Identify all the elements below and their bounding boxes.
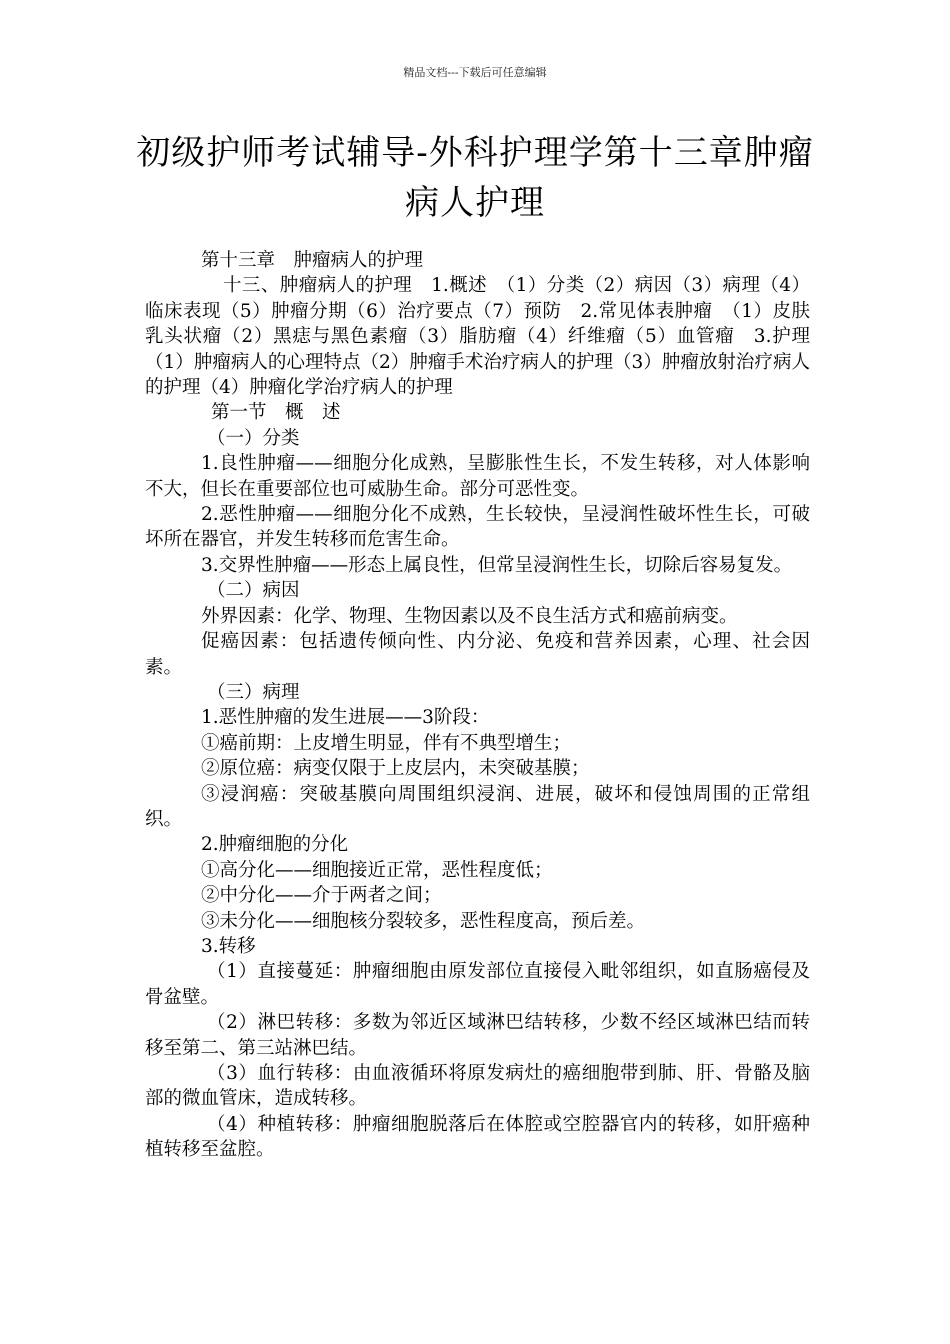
list-item: （2）淋巴转移：多数为邻近区域淋巴结转移，少数不经区域淋巴结而转移至第二、第三站淋巴结。 [145, 1012, 810, 1059]
paragraph: 3.转移 [201, 935, 256, 957]
document-title: 初级护师考试辅导-外科护理学第十三章肿瘤病人护理 [136, 133, 814, 223]
list-item: （1）直接蔓延：肿瘤细胞由原发部位直接侵入毗邻组织，如直肠癌侵及骨盆壁。 [145, 961, 810, 1008]
list-item: ③浸润癌：突破基膜向周围组织浸润、进展，破坏和侵蚀周围的正常组织。 [145, 783, 810, 830]
subsection-heading: （三）病理 [207, 681, 300, 703]
paragraph: 促癌因素：包括遗传倾向性、内分泌、免疫和营养因素，心理、社会因素。 [145, 631, 810, 678]
subsection-heading: （二）病因 [207, 580, 300, 602]
subsection-heading: （一）分类 [207, 427, 300, 449]
document-body [145, 248, 829, 1163]
chapter-heading: 第十三章 肿瘤病人的护理 [201, 250, 424, 271]
section-heading: 第一节 概 述 [211, 402, 341, 424]
list-item: ③未分化——细胞核分裂较多，恶性程度高，预后差。 [201, 910, 646, 932]
header-note: 精品文档---下载后可任意编辑 [403, 66, 547, 79]
paragraph: 3.交界性肿瘤——形态上属良性，但常呈浸润性生长，切除后容易复发。 [201, 554, 793, 576]
paragraph: 2.肿瘤细胞的分化 [201, 834, 349, 856]
list-item: ②中分化——介于两者之间； [201, 885, 442, 907]
paragraph: 1.恶性肿瘤的发生进展——3阶段： [201, 707, 490, 729]
list-item: （4）种植转移：肿瘤细胞脱落后在体腔或空腔器官内的转移，如肝癌种植转移至盆腔。 [145, 1113, 810, 1161]
list-item: ①癌前期：上皮增生明显，伴有不典型增生； [201, 732, 572, 754]
paragraph: 1.良性肿瘤——细胞分化成熟，呈膨胀性生长，不发生转移，对人体影响不大，但长在重要部位也可威胁生命。部分可恶性变。 [145, 453, 810, 500]
list-item: ①高分化——细胞接近正常，恶性程度低； [201, 859, 553, 881]
paragraph: 2.恶性肿瘤——细胞分化不成熟，生长较快，呈浸润性破坏性生长，可破坏所在器官，并发生转移而危害生命。 [145, 504, 810, 551]
chapter-outline: 十三、肿瘤病人的护理 1.概述 （1）分类（2）病因（3）病理（4）临床表现（5）肿瘤分期（6）治疗要点（7）预防 2.常见体表肿瘤 （1）皮肤乳头状瘤（2）黑痣与黑色素瘤（3）脂肪瘤（4）纤维瘤（5）血管瘤 3.护理 （1）肿瘤病人的心理特点（2）肿瘤手术治疗病人的护理（3）肿瘤放射治疗病人的护理（4）肿瘤化学治疗病人的护理 [145, 275, 829, 399]
list-item: ②原位癌：病变仅限于上皮层内，未突破基膜； [201, 758, 590, 780]
paragraph: 外界因素：化学、物理、生物因素以及不良生活方式和癌前病变。 [201, 605, 738, 627]
list-item: （3）血行转移：由血液循环将原发病灶的癌细胞带到肺、肝、骨骼及脑部的微血管床，造成转移。 [145, 1063, 810, 1110]
